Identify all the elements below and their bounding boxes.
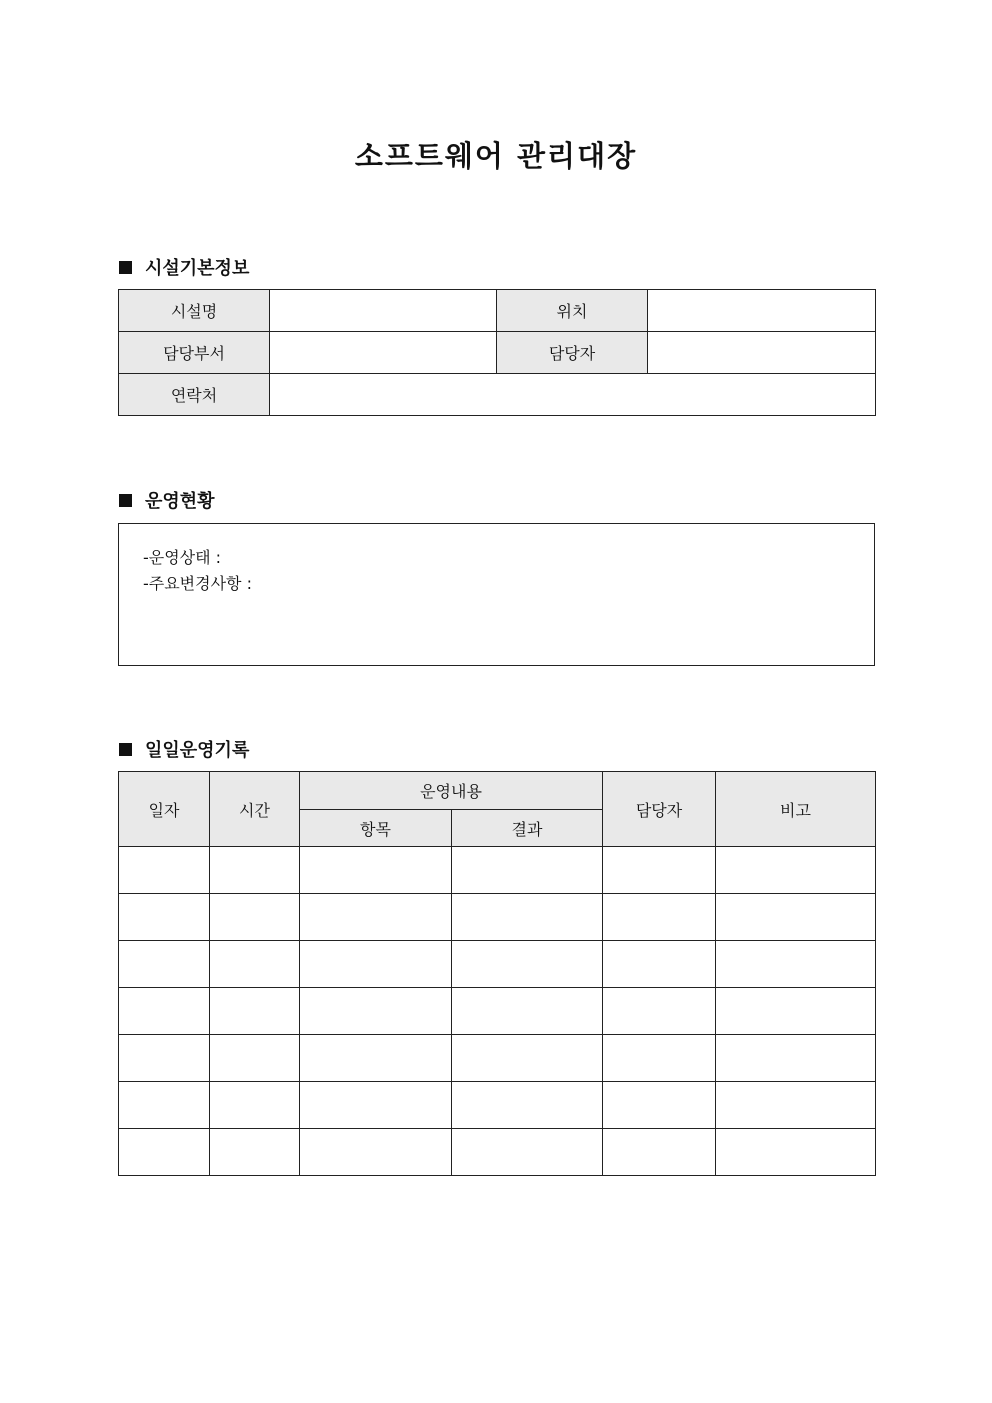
item-cell[interactable] [300,894,452,941]
result-header: 결과 [452,810,603,847]
table-row [119,1082,876,1129]
operation-status-box[interactable] [118,523,875,666]
item-cell[interactable] [300,1129,452,1176]
location-field[interactable] [648,290,876,332]
remarks-cell[interactable] [716,1082,876,1129]
table-row [119,894,876,941]
manager-header: 담당자 [603,772,716,847]
manager-cell[interactable] [603,847,716,894]
item-cell[interactable] [300,847,452,894]
manager-cell[interactable] [603,1082,716,1129]
contact-label: 연락처 [119,374,270,416]
manager-cell[interactable] [603,894,716,941]
remarks-header: 비고 [716,772,876,847]
table-row [119,1129,876,1176]
contact-field[interactable] [270,374,876,416]
remarks-cell[interactable] [716,988,876,1035]
manager-cell[interactable] [603,1035,716,1082]
time-cell[interactable] [210,847,300,894]
item-cell[interactable] [300,941,452,988]
department-label: 담당부서 [119,332,270,374]
daily-log-heading-text: 일일운영기록 [145,740,250,761]
time-header: 시간 [210,772,300,847]
time-cell[interactable] [210,1129,300,1176]
manager-label: 담당자 [497,332,648,374]
remarks-cell[interactable] [716,1035,876,1082]
date-cell[interactable] [119,1035,210,1082]
date-header: 일자 [119,772,210,847]
facility-info-heading [119,254,249,280]
item-cell[interactable] [300,1035,452,1082]
location-label: 위치 [497,290,648,332]
square-bullet-icon [119,743,132,756]
facility-info-table [118,289,876,416]
date-cell[interactable] [119,894,210,941]
result-cell[interactable] [452,1082,603,1129]
remarks-cell[interactable] [716,1129,876,1176]
facility-name-label: 시설명 [119,290,270,332]
item-cell[interactable] [300,988,452,1035]
item-header: 항목 [300,810,452,847]
manager-cell[interactable] [603,988,716,1035]
department-field[interactable] [270,332,497,374]
remarks-cell[interactable] [716,894,876,941]
operation-state-line: -운영상태 : [143,548,222,567]
date-cell[interactable] [119,988,210,1035]
document-title: 소프트웨어 관리대장 [354,139,638,173]
table-row [119,941,876,988]
manager-cell[interactable] [603,941,716,988]
table-row [119,847,876,894]
time-cell[interactable] [210,1082,300,1129]
result-cell[interactable] [452,1129,603,1176]
result-cell[interactable] [452,1035,603,1082]
result-cell[interactable] [452,988,603,1035]
remarks-cell[interactable] [716,941,876,988]
manager-cell[interactable] [603,1129,716,1176]
time-cell[interactable] [210,894,300,941]
facility-name-field[interactable] [270,290,497,332]
content-header: 운영내용 [300,772,603,810]
date-cell[interactable] [119,1082,210,1129]
result-cell[interactable] [452,894,603,941]
time-cell[interactable] [210,941,300,988]
table-row [119,988,876,1035]
time-cell[interactable] [210,1035,300,1082]
date-cell[interactable] [119,847,210,894]
operation-status-heading [119,487,215,513]
square-bullet-icon [119,261,132,274]
daily-log-heading [119,736,249,762]
remarks-cell[interactable] [716,847,876,894]
date-cell[interactable] [119,1129,210,1176]
square-bullet-icon [119,494,132,507]
manager-field[interactable] [648,332,876,374]
result-cell[interactable] [452,847,603,894]
daily-log-table [118,771,876,1176]
item-cell[interactable] [300,1082,452,1129]
date-cell[interactable] [119,941,210,988]
facility-info-heading-text: 시설기본정보 [145,258,250,279]
operation-status-heading-text: 운영현황 [145,491,215,512]
result-cell[interactable] [452,941,603,988]
major-changes-line: -주요변경사항 : [143,574,252,593]
time-cell[interactable] [210,988,300,1035]
table-row [119,1035,876,1082]
